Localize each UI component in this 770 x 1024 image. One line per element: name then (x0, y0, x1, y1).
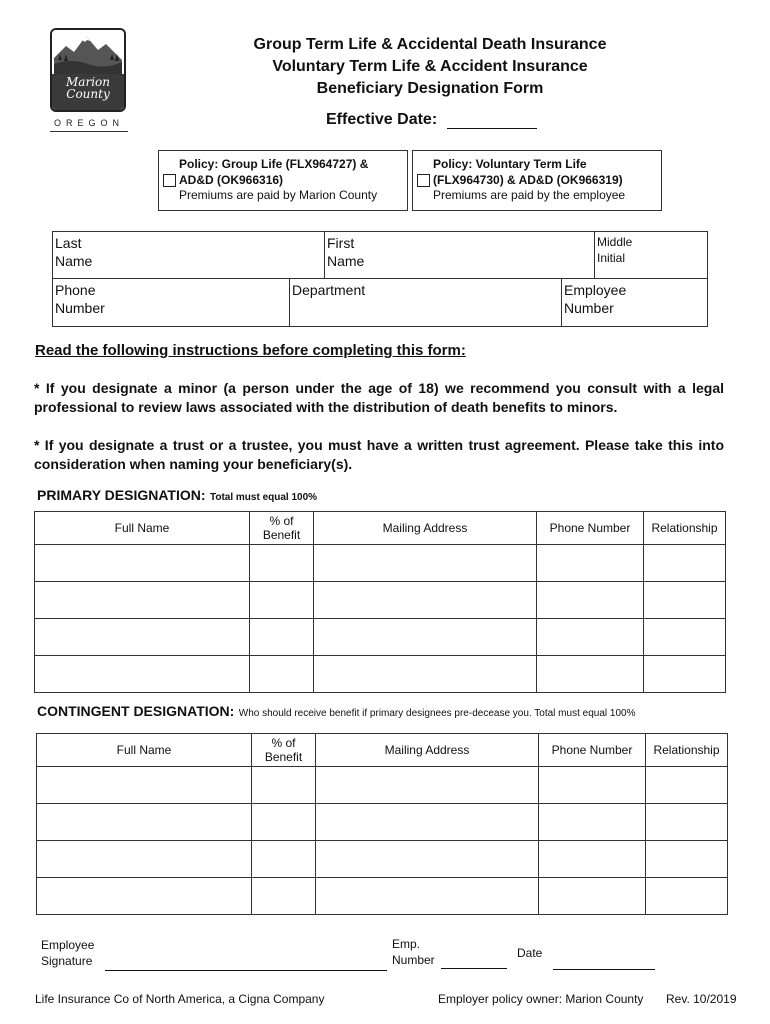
table-row (37, 767, 728, 804)
cell-input[interactable] (35, 619, 250, 656)
logo-underline (50, 131, 128, 132)
cell-input[interactable] (35, 656, 250, 693)
cell-input[interactable] (646, 878, 728, 915)
policy-group-line2: AD&D (OK966316) (179, 172, 284, 187)
table-header-row (37, 734, 728, 767)
cell-input[interactable] (644, 582, 726, 619)
title-line2: Voluntary Term Life & Accident Insurance (272, 58, 588, 75)
cell-input[interactable] (316, 767, 539, 804)
cell-input[interactable] (646, 767, 728, 804)
effective-date-label: Effective Date: (326, 111, 438, 128)
col-phone-number: Phone Number (537, 512, 644, 545)
cell-input[interactable] (314, 545, 537, 582)
logo-state: OREGON (53, 118, 124, 128)
policy-voluntary-line1: Policy: Voluntary Term Life (433, 157, 587, 171)
cell-input[interactable] (37, 804, 252, 841)
cell-input[interactable] (316, 841, 539, 878)
policy-voluntary-box (412, 150, 662, 211)
instruction-trust: * If you designate a trust or a trustee, you must have a written trust agreement. Please take this into consideration when naming your beneficiary(s). (34, 437, 724, 472)
cell-input[interactable] (252, 878, 316, 915)
cell-input[interactable] (539, 878, 646, 915)
cell-input[interactable] (539, 841, 646, 878)
footer-revision: Rev. 10/2019 (666, 992, 737, 1006)
contingent-designation-note: Who should receive benefit if primary designees pre-decease you. Total must equal 100% (238, 708, 636, 719)
cell-input[interactable] (314, 656, 537, 693)
cell-input[interactable] (537, 619, 644, 656)
col-full-name: Full Name (37, 734, 252, 767)
cell-input[interactable] (37, 767, 252, 804)
department-field[interactable]: Department (289, 278, 562, 327)
cell-input[interactable] (644, 619, 726, 656)
cell-input[interactable] (314, 619, 537, 656)
title-line3: Beneficiary Designation Form (316, 80, 544, 97)
table-row (37, 878, 728, 915)
table-row (35, 545, 726, 582)
cell-input[interactable] (35, 545, 250, 582)
contingent-beneficiary-table (36, 733, 728, 915)
cell-input[interactable] (37, 841, 252, 878)
cell-input[interactable] (644, 545, 726, 582)
group-life-checkbox[interactable] (163, 174, 176, 187)
policy-voluntary-line2: (FLX964730) & AD&D (OK966319) (433, 172, 623, 187)
last-name-field[interactable]: Last Name (52, 231, 325, 279)
employee-number-field[interactable]: Employee Number (561, 278, 708, 327)
logo-line2: County (66, 87, 110, 101)
contingent-designation-header (37, 703, 635, 721)
table-row (37, 804, 728, 841)
col-mailing-address: Mailing Address (316, 734, 539, 767)
policy-voluntary-line3: Premiums are paid by the employee (433, 188, 626, 202)
cell-input[interactable] (537, 656, 644, 693)
policy-group-line1: Policy: Group Life (FLX964727) & (179, 157, 369, 171)
form-title (170, 34, 690, 100)
col-mailing-address: Mailing Address (314, 512, 537, 545)
effective-date-field[interactable] (447, 128, 537, 129)
cell-input[interactable] (537, 582, 644, 619)
table-row (35, 619, 726, 656)
employee-signature-field[interactable] (105, 970, 387, 971)
title-line1: Group Term Life & Accidental Death Insurance (253, 36, 607, 53)
cell-input[interactable] (252, 841, 316, 878)
cell-input[interactable] (250, 582, 314, 619)
table-row (35, 582, 726, 619)
cell-input[interactable] (252, 767, 316, 804)
cell-input[interactable] (644, 656, 726, 693)
footer-insurer: Life Insurance Co of North America, a Cigna Company (35, 992, 325, 1006)
date-field[interactable] (553, 969, 655, 970)
footer-policy-owner: Employer policy owner: Marion County (438, 992, 644, 1006)
cell-input[interactable] (316, 878, 539, 915)
date-label: Date (517, 946, 543, 960)
voluntary-life-checkbox[interactable] (417, 174, 430, 187)
col-relationship: Relationship (646, 734, 728, 767)
emp-number-field[interactable] (441, 968, 507, 969)
policy-group-life-box (158, 150, 408, 211)
col-relationship: Relationship (644, 512, 726, 545)
cell-input[interactable] (537, 545, 644, 582)
phone-number-field[interactable]: Phone Number (52, 278, 290, 327)
emp-number-label: Emp. Number (392, 937, 435, 967)
instruction-minor: * If you designate a minor (a person under the age of 18) we recommend you consult with a legal professional to review laws associated with the distribution of death benefits to minors. (34, 380, 724, 415)
cell-input[interactable] (252, 804, 316, 841)
primary-designation-header (37, 487, 317, 505)
primary-beneficiary-table (34, 511, 726, 693)
cell-input[interactable] (250, 619, 314, 656)
col-full-name: Full Name (35, 512, 250, 545)
cell-input[interactable] (539, 804, 646, 841)
policy-group-line3: Premiums are paid by Marion County (179, 188, 378, 202)
primary-designation-title: PRIMARY DESIGNATION: (37, 487, 206, 503)
col-percent-benefit: % of Benefit (250, 512, 314, 545)
table-row (37, 841, 728, 878)
primary-designation-note: Total must equal 100% (209, 492, 318, 503)
employee-signature-label: Employee Signature (41, 938, 95, 968)
first-name-field[interactable]: First Name (324, 231, 595, 279)
logo-wordmark (52, 76, 124, 100)
cell-input[interactable] (316, 804, 539, 841)
col-phone-number: Phone Number (539, 734, 646, 767)
cell-input[interactable] (35, 582, 250, 619)
table-header-row (35, 512, 726, 545)
table-row (35, 656, 726, 693)
instructions-heading: Read the following instructions before completing this form: (35, 342, 466, 359)
cell-input[interactable] (250, 656, 314, 693)
cell-input[interactable] (646, 841, 728, 878)
cell-input[interactable] (314, 582, 537, 619)
contingent-designation-title: CONTINGENT DESIGNATION: (37, 703, 235, 719)
col-percent-benefit: % of Benefit (252, 734, 316, 767)
cell-input[interactable] (539, 767, 646, 804)
logo-line1: Marion (66, 75, 110, 89)
cell-input[interactable] (646, 804, 728, 841)
cell-input[interactable] (37, 878, 252, 915)
cell-input[interactable] (250, 545, 314, 582)
middle-initial-field[interactable]: Middle Initial (594, 231, 708, 279)
